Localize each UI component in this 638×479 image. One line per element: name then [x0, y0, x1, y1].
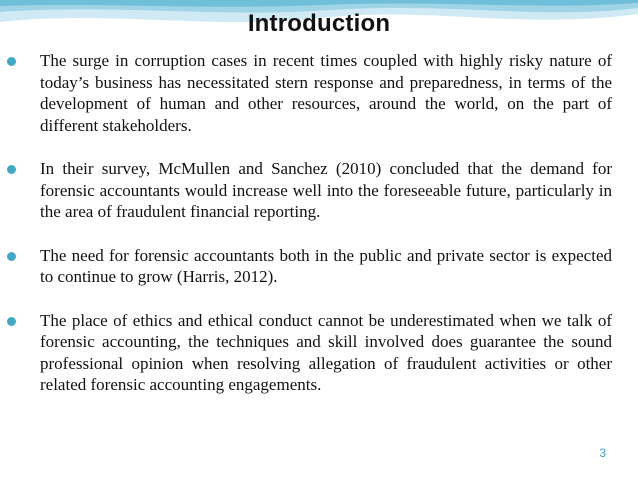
bullet-dot-icon [7, 165, 16, 174]
bullet-list [40, 50, 612, 396]
bullet-dot-icon [7, 57, 16, 66]
bullet-text: In their survey, McMullen and Sanchez (2010) concluded that the demand for forensic accountants would increase well into the foreseeable future, particularly in the area of fraudulent financial reporting. [40, 159, 612, 221]
bullet-text: The surge in corruption cases in recent times coupled with highly risky nature of today’s business has necessitated stern response and preparedness, in terms of the development of human and other resources, around the world, on the part of different stakeholders. [40, 51, 612, 135]
bullet-item [40, 245, 612, 288]
bullet-text: The need for forensic accountants both in the public and private sector is expected to continue to grow (Harris, 2012). [40, 245, 612, 286]
bullet-text: The place of ethics and ethical conduct cannot be underestimated when we talk of forensic accounting, the techniques and skill involved does guarantee the sound professional opinion when resolving allegation of fraudulent activities or other related forensic accounting engagements. [40, 310, 612, 394]
bullet-item [40, 158, 612, 223]
page-number: 3 [599, 446, 606, 460]
bullet-item [40, 50, 612, 136]
bullet-item [40, 310, 612, 396]
bullet-dot-icon [7, 252, 16, 261]
bullet-dot-icon [7, 317, 16, 326]
slide-title: Introduction [247, 10, 391, 37]
